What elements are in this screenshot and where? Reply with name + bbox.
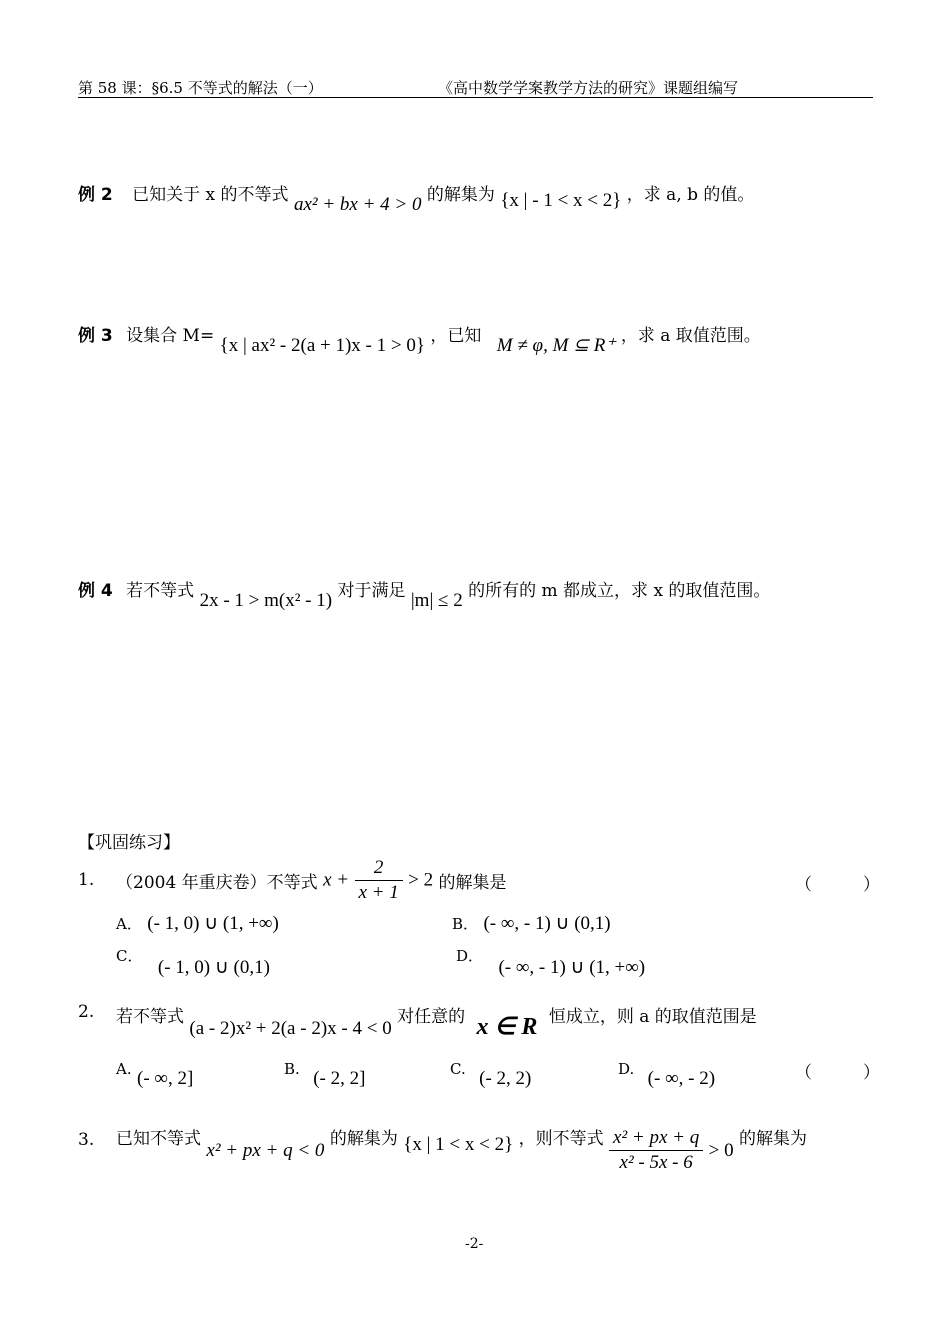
question-1-text-1: （2004 年重庆卷）不等式 bbox=[116, 873, 318, 893]
example-3-set-m: {x | ax² - 2(a + 1)x - 1 > 0} bbox=[219, 335, 425, 356]
question-3-fraction bbox=[609, 1126, 703, 1175]
question-2-inequality: (a - 2)x² + 2(a - 2)x - 4 < 0 bbox=[189, 1018, 392, 1039]
question-1-text-2: 的解集是 bbox=[438, 873, 507, 893]
question-1-option-d bbox=[456, 944, 646, 978]
question-3-fraction-denominator: x² - 5x - 6 bbox=[619, 1152, 693, 1173]
question-1-option-b bbox=[452, 912, 611, 935]
option-b-key: B. bbox=[284, 1060, 300, 1078]
option-a-key: A． bbox=[116, 915, 142, 933]
header-left: 第 58 课：§6.5 不等式的解法（一） bbox=[78, 79, 323, 97]
question-1-option-a bbox=[116, 912, 279, 935]
question-2-option-c bbox=[450, 1058, 532, 1089]
example-4-label: 例 4 bbox=[78, 581, 113, 601]
question-2 bbox=[116, 1000, 757, 1040]
question-2-text-2: 对任意的 bbox=[397, 1007, 466, 1027]
question-1-option-c bbox=[116, 944, 270, 978]
question-3-inequality: x² + px + q < 0 bbox=[206, 1140, 325, 1161]
question-3-fraction-right: > 0 bbox=[708, 1140, 734, 1161]
example-2-label: 例 2 bbox=[78, 185, 113, 205]
question-2-option-b bbox=[284, 1058, 366, 1089]
question-1-formula-right: > 2 bbox=[408, 869, 434, 891]
example-4-text-2: 对于满足 bbox=[337, 581, 406, 601]
option-d-value: (- ∞, - 1) ∪ (1, +∞) bbox=[498, 957, 646, 978]
question-2-answer-parens: （ ） bbox=[795, 1063, 880, 1083]
question-3-text-2: 的解集为 bbox=[329, 1129, 398, 1149]
question-3-text-3: ，则不等式 bbox=[518, 1129, 604, 1149]
option-d-key: D. bbox=[618, 1060, 635, 1078]
question-1 bbox=[116, 856, 507, 905]
example-2-text-3: ，求 a, b 的值。 bbox=[626, 185, 755, 205]
option-c-value: (- 1, 0) ∪ (0,1) bbox=[157, 957, 270, 978]
question-2-domain: x ∈ R bbox=[476, 1014, 538, 1040]
option-b-key: B． bbox=[452, 915, 479, 933]
option-d-key: D． bbox=[456, 947, 484, 965]
page-number: -2- bbox=[465, 1236, 484, 1252]
example-2-text-2: 的解集为 bbox=[426, 185, 495, 205]
question-1-fraction-numerator: 2 bbox=[355, 856, 403, 881]
question-1-fraction-denominator: x + 1 bbox=[358, 882, 399, 903]
question-1-formula-left: x + bbox=[323, 869, 350, 891]
question-3 bbox=[116, 1124, 807, 1175]
question-3-text-1: 已知不等式 bbox=[116, 1129, 201, 1149]
example-2 bbox=[78, 180, 755, 215]
question-1-number: 1. bbox=[78, 870, 95, 890]
option-b-value: (- ∞, - 1) ∪ (0,1) bbox=[483, 913, 611, 934]
example-3-label: 例 3 bbox=[78, 326, 113, 346]
header-right: 《高中数学学案教学方法的研究》课题组编写 bbox=[438, 79, 739, 97]
example-4 bbox=[78, 576, 771, 611]
question-2-text-1: 若不等式 bbox=[116, 1007, 184, 1027]
option-d-value: (- ∞, - 2) bbox=[647, 1068, 716, 1089]
example-4-text-3: 的所有的 m 都成立，求 x 的取值范围。 bbox=[468, 581, 771, 601]
question-2-option-a bbox=[116, 1058, 194, 1089]
option-c-key: C． bbox=[116, 947, 143, 965]
example-2-solution-set: {x | - 1 < x < 2} bbox=[500, 190, 622, 211]
option-b-value: (- 2, 2] bbox=[313, 1068, 366, 1089]
practice-title: 【巩固练习】 bbox=[78, 833, 180, 853]
option-a-key: A. bbox=[116, 1060, 132, 1078]
option-a-value: (- 1, 0) ∪ (1, +∞) bbox=[147, 913, 279, 934]
example-3 bbox=[78, 321, 761, 356]
question-3-number: 3. bbox=[78, 1130, 95, 1150]
question-2-text-3: 恒成立，则 a 的取值范围是 bbox=[548, 1007, 757, 1027]
example-2-text-1: 已知关于 x 的不等式 bbox=[132, 185, 289, 205]
example-4-inequality: 2x - 1 > m(x² - 1) bbox=[199, 590, 333, 611]
example-4-text-1: 若不等式 bbox=[126, 581, 195, 601]
question-2-number: 2. bbox=[78, 1002, 95, 1022]
question-1-fraction bbox=[355, 856, 403, 905]
question-2-option-d bbox=[618, 1058, 716, 1089]
example-3-text-2: ，已知 bbox=[430, 326, 482, 346]
example-2-inequality: ax² + bx + 4 > 0 bbox=[293, 194, 422, 215]
question-3-text-4: 的解集为 bbox=[739, 1129, 808, 1149]
header-rule bbox=[78, 97, 873, 98]
option-c-key: C. bbox=[450, 1060, 466, 1078]
example-3-condition: M ≠ φ, M ⊆ R⁺ bbox=[496, 335, 616, 356]
example-4-condition: |m| ≤ 2 bbox=[410, 590, 463, 611]
question-1-answer-parens: （ ） bbox=[795, 875, 880, 895]
option-c-value: (- 2, 2) bbox=[479, 1068, 532, 1089]
question-3-fraction-numerator: x² + px + q bbox=[609, 1126, 703, 1151]
example-3-text-1: 设集合 M= bbox=[126, 326, 215, 346]
question-3-solution-set: {x | 1 < x < 2} bbox=[403, 1134, 514, 1155]
example-3-text-3: ，求 a 取值范围。 bbox=[620, 326, 761, 346]
option-a-value: (- ∞, 2] bbox=[137, 1068, 194, 1089]
